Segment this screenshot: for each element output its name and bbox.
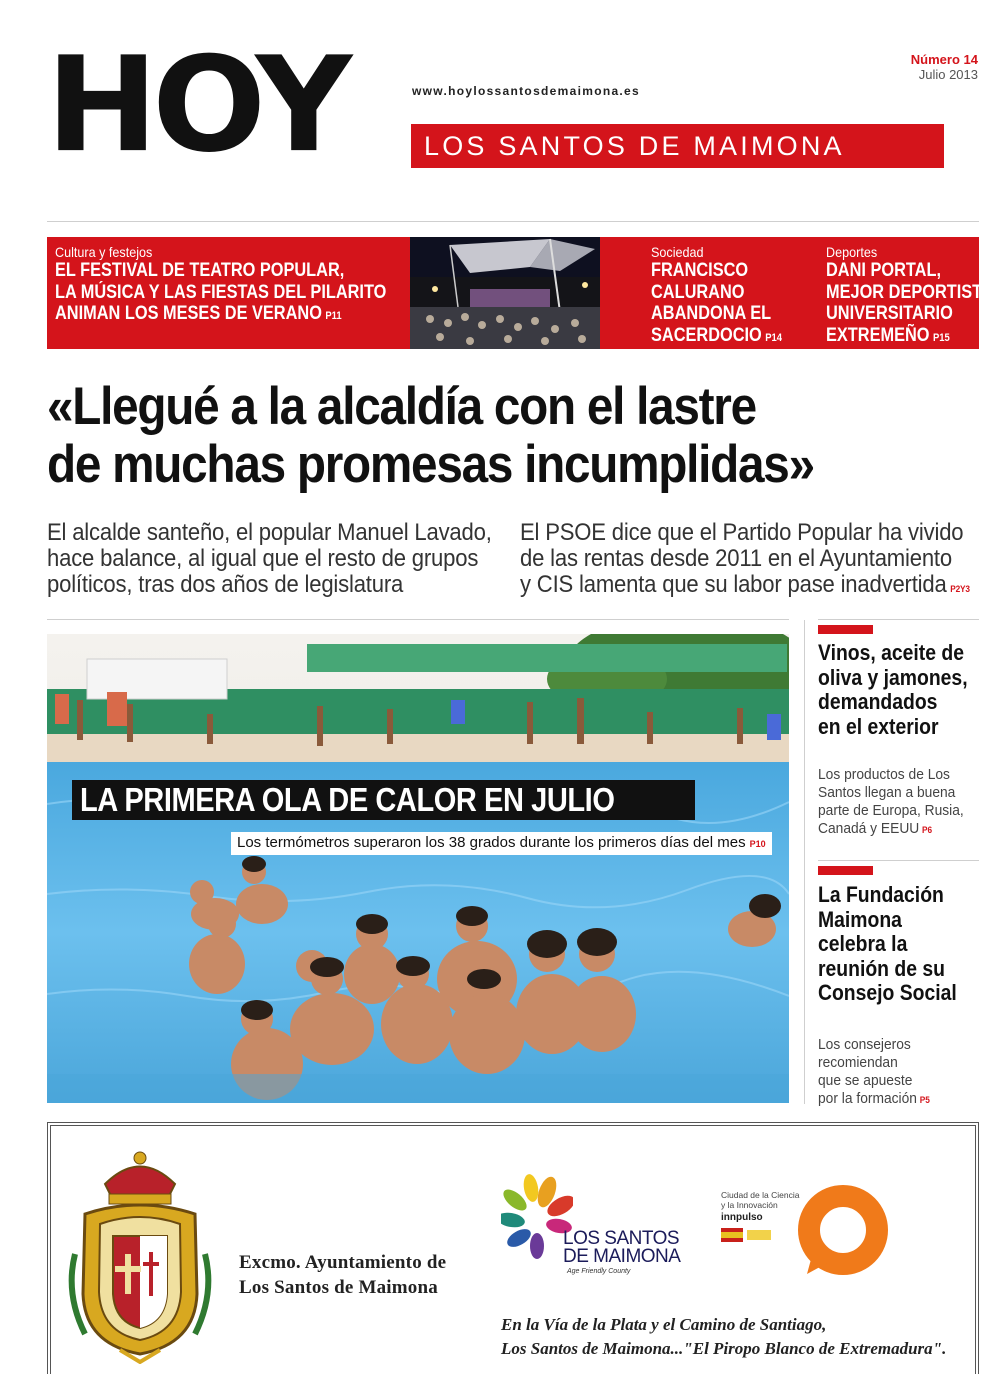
masthead-divider <box>47 221 979 222</box>
teaser-society[interactable] <box>651 244 803 348</box>
lead-divider <box>47 619 789 620</box>
teaser-section: Deportes <box>826 244 878 260</box>
teaser-strip <box>47 237 993 349</box>
teaser-sports[interactable] <box>826 244 1002 348</box>
edition-banner: LOS SANTOS DE MAIMONA <box>411 124 944 168</box>
ad-ciudad-ciencia: Ciudad de la Ciencia y la Innovación <box>721 1190 800 1210</box>
issue-info <box>911 52 978 82</box>
ad-slogan: En la Vía de la Plata y el Camino de Santiago, Los Santos de Maimona..."El Piropo Blanco de Extremadura". <box>501 1315 947 1358</box>
ad-innpulso-label: innpulso <box>721 1212 763 1223</box>
lead-deck-right: El PSOE dice que el Partido Popular ha vivido de las rentas desde 2011 en el Ayuntamiento y CIS lamenta que su labor pase inadvertida P2Y3 <box>520 519 970 598</box>
pool-photo-image <box>47 634 789 1103</box>
teaser-headline-line: MEJOR DEPORTISTA <box>826 281 993 303</box>
side-divider-top <box>818 619 979 620</box>
photo-story-title: LA PRIMERA OLA DE CALOR EN JULIO <box>72 780 695 820</box>
page-reference: P14 <box>765 331 783 344</box>
teaser-headline-line: EL FESTIVAL DE TEATRO POPULAR, <box>55 260 345 281</box>
website-link[interactable]: www.hoylossantosdemaimona.es <box>412 84 641 98</box>
page-reference: P6 <box>922 825 933 835</box>
page-reference: P5 <box>919 1095 930 1105</box>
ad-organization: Excmo. Ayuntamiento de Los Santos de Maimona <box>239 1252 447 1298</box>
teaser-headline-line: ANIMAN LOS MESES DE VERANO P11 <box>55 303 342 324</box>
side-story-text: Los productos de Los Santos llegan a buena parte de Europa, Rusia, Canadá y EEUU P6 <box>818 766 964 837</box>
side-story-marker <box>818 866 873 875</box>
advertisement[interactable] <box>47 1122 979 1374</box>
teaser-headline-line: EXTREMEÑO P15 <box>826 324 950 346</box>
side-story-marker <box>818 625 873 634</box>
ad-frame <box>50 1125 976 1374</box>
column-divider <box>804 620 805 1104</box>
issue-number: Número 14 <box>910 52 978 67</box>
side-divider <box>818 860 979 861</box>
photo-story-subtitle: Los termómetros superaron los 38 grados durante los primeros días del mes P10 <box>231 832 772 855</box>
teaser-headline-line: ABANDONA EL <box>651 303 772 324</box>
teaser-headline-line: SACERDOCIO P14 <box>651 324 783 346</box>
side-story-headline[interactable]: La Fundación Maimona celebra la reunión de su Consejo Social <box>818 882 957 1005</box>
teaser-section: Sociedad <box>651 244 704 260</box>
teaser-headline-line: DANI PORTAL, <box>826 260 941 281</box>
page-reference: P15 <box>932 331 950 344</box>
page-reference: P11 <box>325 310 342 322</box>
lead-deck-left: El alcalde santeño, el popular Manuel Lavado, hace balance, al igual que el resto de grupos políticos, tras dos años de legislatura <box>47 519 492 598</box>
issue-date: Julio 2013 <box>918 67 978 82</box>
page-reference: P10 <box>749 839 766 849</box>
government-seal-icon <box>721 1226 773 1244</box>
town-coat-of-arms-icon <box>65 1144 215 1364</box>
teaser-headline-line: LA MÚSICA Y LAS FIESTAS DEL PILARITO <box>55 281 387 303</box>
ad-brand-tagline: Age Friendly County <box>567 1268 631 1275</box>
teaser-culture[interactable] <box>55 244 440 327</box>
festival-night-image <box>410 237 600 349</box>
teaser-headline-line: UNIVERSITARIO <box>826 303 953 324</box>
side-story-headline[interactable]: Vinos, aceite de oliva y jamones, demandados en el exterior <box>818 640 968 739</box>
lead-headline[interactable]: «Llegué a la alcaldía con el lastre de muchas promesas incumplidas» <box>47 377 814 494</box>
hoy-logo: HOY <box>46 28 347 182</box>
pool-photo-story[interactable] <box>47 634 789 1103</box>
page-reference: P2Y3 <box>950 584 970 594</box>
teaser-section: Cultura y festejos <box>55 244 153 260</box>
teaser-headline-line: FRANCISCO <box>651 260 749 281</box>
teaser-headline-line: CALURANO <box>651 281 745 303</box>
side-story-text: Los consejeros recomiendan que se apueste por la formación P5 <box>818 1036 930 1107</box>
ad-brand-logo: LOS SANTOS DE MAIMONA <box>563 1228 681 1267</box>
innpulso-ring-icon <box>793 1182 893 1282</box>
festival-photo <box>410 237 600 349</box>
